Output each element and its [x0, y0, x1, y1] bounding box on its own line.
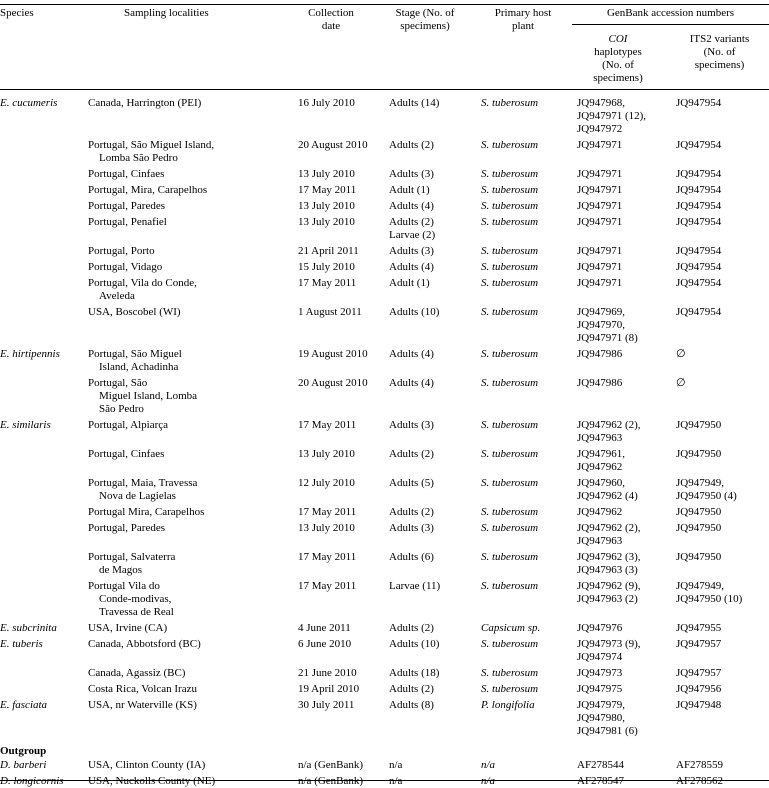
stage-cell: Adults (10) — [389, 306, 440, 318]
locality-cell: Portugal, Penafiel — [88, 216, 167, 228]
its2-cell: JQ947957 — [676, 667, 722, 679]
coi-cell: JQ947962 (9), JQ947963 (2) — [577, 580, 641, 605]
header-date: Collection date — [308, 7, 354, 32]
header-host: Primary host plant — [494, 7, 552, 32]
stage-cell: Adults (2) — [389, 139, 434, 151]
coi-cell: JQ947962 — [577, 506, 623, 518]
its2-cell: JQ947954 — [676, 216, 722, 228]
header-bottom-rule — [0, 89, 769, 90]
its2-cell: AF278562 — [676, 775, 724, 787]
date-cell: 19 April 2010 — [298, 683, 360, 695]
locality-cell: Canada, Harrington (PEI) — [88, 97, 202, 109]
coi-cell: JQ947969, JQ947970, JQ947971 (8) — [577, 306, 638, 344]
its2-cell: JQ947954 — [676, 184, 722, 196]
coi-cell: JQ947962 (2), JQ947963 — [577, 522, 641, 547]
host-cell: S. tuberosum — [481, 277, 539, 289]
stage-cell: Adults (8) — [389, 699, 434, 711]
stage-cell: Adults (2) — [389, 506, 434, 518]
host-cell: S. tuberosum — [481, 200, 539, 212]
date-cell: 13 July 2010 — [298, 216, 355, 228]
host-cell: Capsicum sp. — [481, 622, 541, 634]
coi-cell: AF278547 — [577, 775, 625, 787]
host-cell: S. tuberosum — [481, 216, 539, 228]
locality-cell: USA, Nuckolls County (NE) — [88, 775, 216, 787]
its2-cell: AF278559 — [676, 759, 724, 771]
locality-cell: USA, Boscobel (WI) — [88, 306, 181, 318]
date-cell: 12 July 2010 — [298, 477, 355, 489]
locality-cell: USA, nr Waterville (KS) — [88, 699, 197, 711]
host-cell: S. tuberosum — [481, 580, 539, 592]
stage-cell: Adults (18) — [389, 667, 440, 679]
date-cell: 21 April 2011 — [298, 245, 359, 257]
its2-cell: JQ947954 — [676, 306, 722, 318]
date-cell: 13 July 2010 — [298, 168, 355, 180]
host-cell: S. tuberosum — [481, 139, 539, 151]
its2-cell: JQ947950 — [676, 419, 722, 431]
species-cell: D. barberi — [0, 759, 47, 771]
host-cell: S. tuberosum — [481, 551, 539, 563]
stage-cell: Adults (4) — [389, 200, 434, 212]
stage-cell: Adults (3) — [389, 522, 434, 534]
header-its2: ITS2 variants (No. of specimens) — [689, 33, 750, 71]
coi-cell: JQ947979, JQ947980, JQ947981 (6) — [577, 699, 638, 737]
coi-cell: JQ947971 — [577, 139, 623, 151]
its2-cell: ∅ — [676, 377, 686, 389]
species-cell: D. longicornis — [0, 775, 64, 787]
species-cell: E. similaris — [0, 419, 51, 431]
coi-cell: JQ947971 — [577, 216, 623, 228]
coi-cell: JQ947968, JQ947971 (12), JQ947972 — [577, 97, 647, 135]
locality-cell: Portugal, Cinfaes — [88, 448, 165, 460]
locality-cell: Portugal, São Miguel Island, Lomba São Pedro — [88, 139, 215, 164]
header-species: Species — [0, 7, 34, 19]
locality-cell: Portugal Mira, Carapelhos — [88, 506, 205, 518]
host-cell: S. tuberosum — [481, 667, 539, 679]
stage-cell: Adult (1) — [389, 184, 430, 196]
host-cell: S. tuberosum — [481, 348, 539, 360]
date-cell: 17 May 2011 — [298, 506, 357, 518]
locality-cell: Canada, Abbotsford (BC) — [88, 638, 201, 650]
coi-cell: JQ947971 — [577, 168, 623, 180]
coi-cell: JQ947986 — [577, 348, 623, 360]
coi-cell: JQ947973 — [577, 667, 623, 679]
host-cell: S. tuberosum — [481, 477, 539, 489]
date-cell: 20 August 2010 — [298, 377, 368, 389]
stage-cell: n/a — [389, 759, 403, 771]
header-localities: Sampling localities — [124, 7, 209, 19]
date-cell: 13 July 2010 — [298, 448, 355, 460]
date-cell: 30 July 2011 — [298, 699, 355, 711]
locality-cell: Portugal, Cinfaes — [88, 168, 165, 180]
its2-cell: JQ947956 — [676, 683, 722, 695]
stage-cell: Adults (5) — [389, 477, 434, 489]
stage-cell: Adult (1) — [389, 277, 430, 289]
locality-cell: Costa Rica, Volcan Irazu — [88, 683, 197, 695]
stage-cell: Adults (3) — [389, 419, 434, 431]
coi-cell: JQ947971 — [577, 277, 623, 289]
stage-cell: Larvae (11) — [389, 580, 441, 592]
header-stage: Stage (No. of specimens) — [395, 7, 455, 32]
date-cell: 17 May 2011 — [298, 277, 357, 289]
stage-cell: Adults (2) Larvae (2) — [389, 216, 436, 241]
host-cell: S. tuberosum — [481, 683, 539, 695]
coi-cell: JQ947960, JQ947962 (4) — [577, 477, 638, 502]
date-cell: 17 May 2011 — [298, 551, 357, 563]
date-cell: 6 June 2010 — [298, 638, 352, 650]
host-cell: S. tuberosum — [481, 377, 539, 389]
coi-cell: JQ947986 — [577, 377, 623, 389]
table-top-rule — [0, 4, 769, 5]
header-genbank: GenBank accession numbers — [606, 7, 735, 19]
coi-cell: JQ947962 (3), JQ947963 (3) — [577, 551, 641, 576]
date-cell: 13 July 2010 — [298, 522, 355, 534]
stage-cell: Adults (14) — [389, 97, 440, 109]
outgroup-label: Outgroup — [0, 745, 47, 757]
host-cell: S. tuberosum — [481, 184, 539, 196]
coi-cell: JQ947971 — [577, 200, 623, 212]
coi-cell: JQ947961, JQ947962 — [577, 448, 625, 473]
locality-cell: Portugal, Vila do Conde, Aveleda — [88, 277, 197, 302]
date-cell: 4 June 2011 — [298, 622, 351, 634]
coi-cell: JQ947962 (2), JQ947963 — [577, 419, 641, 444]
date-cell: 21 June 2010 — [298, 667, 357, 679]
host-cell: S. tuberosum — [481, 306, 539, 318]
date-cell: 17 May 2011 — [298, 580, 357, 592]
date-cell: 17 May 2011 — [298, 184, 357, 196]
host-cell: S. tuberosum — [481, 506, 539, 518]
locality-cell: Portugal, São Miguel Island, Achadinha — [88, 348, 182, 373]
its2-cell: JQ947955 — [676, 622, 722, 634]
host-cell: P. longifolia — [481, 699, 535, 711]
coi-cell: JQ947971 — [577, 245, 623, 257]
date-cell: 16 July 2010 — [298, 97, 355, 109]
locality-cell: Portugal, Paredes — [88, 200, 165, 212]
locality-cell: Portugal, Mira, Carapelhos — [88, 184, 208, 196]
host-cell: n/a — [481, 775, 496, 787]
stage-cell: Adults (3) — [389, 168, 434, 180]
locality-cell: USA, Irvine (CA) — [88, 622, 168, 634]
its2-cell: JQ947954 — [676, 245, 722, 257]
host-cell: S. tuberosum — [481, 97, 539, 109]
species-cell: E. hirtipennis — [0, 348, 60, 360]
host-cell: S. tuberosum — [481, 638, 539, 650]
genbank-span-rule — [572, 24, 769, 25]
locality-cell: Portugal, Paredes — [88, 522, 165, 534]
coi-cell: JQ947971 — [577, 184, 623, 196]
stage-cell: Adults (2) — [389, 683, 434, 695]
locality-cell: Portugal, Porto — [88, 245, 155, 257]
locality-cell: USA, Clinton County (IA) — [88, 759, 206, 771]
species-cell: E. subcrinita — [0, 622, 57, 634]
its2-cell: JQ947950 — [676, 551, 722, 563]
host-cell: S. tuberosum — [481, 245, 539, 257]
date-cell: 13 July 2010 — [298, 200, 355, 212]
stage-cell: Adults (6) — [389, 551, 434, 563]
coi-cell: JQ947975 — [577, 683, 623, 695]
its2-cell: JQ947954 — [676, 261, 722, 273]
host-cell: S. tuberosum — [481, 419, 539, 431]
date-cell: n/a (GenBank) — [298, 775, 364, 787]
species-cell: E. tuberis — [0, 638, 43, 650]
date-cell: 19 August 2010 — [298, 348, 368, 360]
date-cell: 17 May 2011 — [298, 419, 357, 431]
date-cell: 20 August 2010 — [298, 139, 368, 151]
stage-cell: Adults (2) — [389, 448, 434, 460]
its2-cell: JQ947950 — [676, 506, 722, 518]
locality-cell: Portugal, Maia, Travessa Nova de Lagielas — [88, 477, 198, 502]
locality-cell: Canada, Agassiz (BC) — [88, 667, 186, 679]
header-coi: COI haplotypes (No. of specimens) — [593, 33, 643, 84]
host-cell: S. tuberosum — [481, 261, 539, 273]
date-cell: 1 August 2011 — [298, 306, 362, 318]
stage-cell: Adults (3) — [389, 245, 434, 257]
its2-cell: JQ947957 — [676, 638, 722, 650]
stage-cell: Adults (10) — [389, 638, 440, 650]
stage-cell: Adults (4) — [389, 261, 434, 273]
stage-cell: Adults (2) — [389, 622, 434, 634]
locality-cell: Portugal, Salvaterra de Magos — [88, 551, 176, 576]
locality-cell: Portugal Vila do Conde-modivas, Travessa de Real — [88, 580, 174, 618]
its2-cell: JQ947954 — [676, 277, 722, 289]
its2-cell: JQ947948 — [676, 699, 722, 711]
stage-cell: n/a — [389, 775, 403, 787]
date-cell: n/a (GenBank) — [298, 759, 364, 771]
its2-cell: JQ947954 — [676, 200, 722, 212]
locality-cell: Portugal, São Miguel Island, Lomba São Pedro — [88, 377, 198, 415]
coi-cell: JQ947971 — [577, 261, 623, 273]
its2-cell: JQ947950 — [676, 522, 722, 534]
host-cell: S. tuberosum — [481, 522, 539, 534]
its2-cell: JQ947954 — [676, 139, 722, 151]
stage-cell: Adults (4) — [389, 377, 434, 389]
locality-cell: Portugal, Alpiarça — [88, 419, 169, 431]
its2-cell: JQ947949, JQ947950 (4) — [676, 477, 737, 502]
stage-cell: Adults (4) — [389, 348, 434, 360]
locality-cell: Portugal, Vidago — [88, 261, 163, 273]
host-cell: S. tuberosum — [481, 448, 539, 460]
host-cell: n/a — [481, 759, 496, 771]
host-cell: S. tuberosum — [481, 168, 539, 180]
date-cell: 15 July 2010 — [298, 261, 355, 273]
its2-cell: ∅ — [676, 348, 686, 360]
species-cell: E. fasciata — [0, 699, 48, 711]
its2-cell: JQ947954 — [676, 97, 722, 109]
its2-cell: JQ947954 — [676, 168, 722, 180]
coi-cell: AF278544 — [577, 759, 625, 771]
coi-cell: JQ947973 (9), JQ947974 — [577, 638, 641, 663]
species-cell: E. cucumeris — [0, 97, 58, 109]
its2-cell: JQ947949, JQ947950 (10) — [676, 580, 743, 605]
its2-cell: JQ947950 — [676, 448, 722, 460]
coi-cell: JQ947976 — [577, 622, 623, 634]
